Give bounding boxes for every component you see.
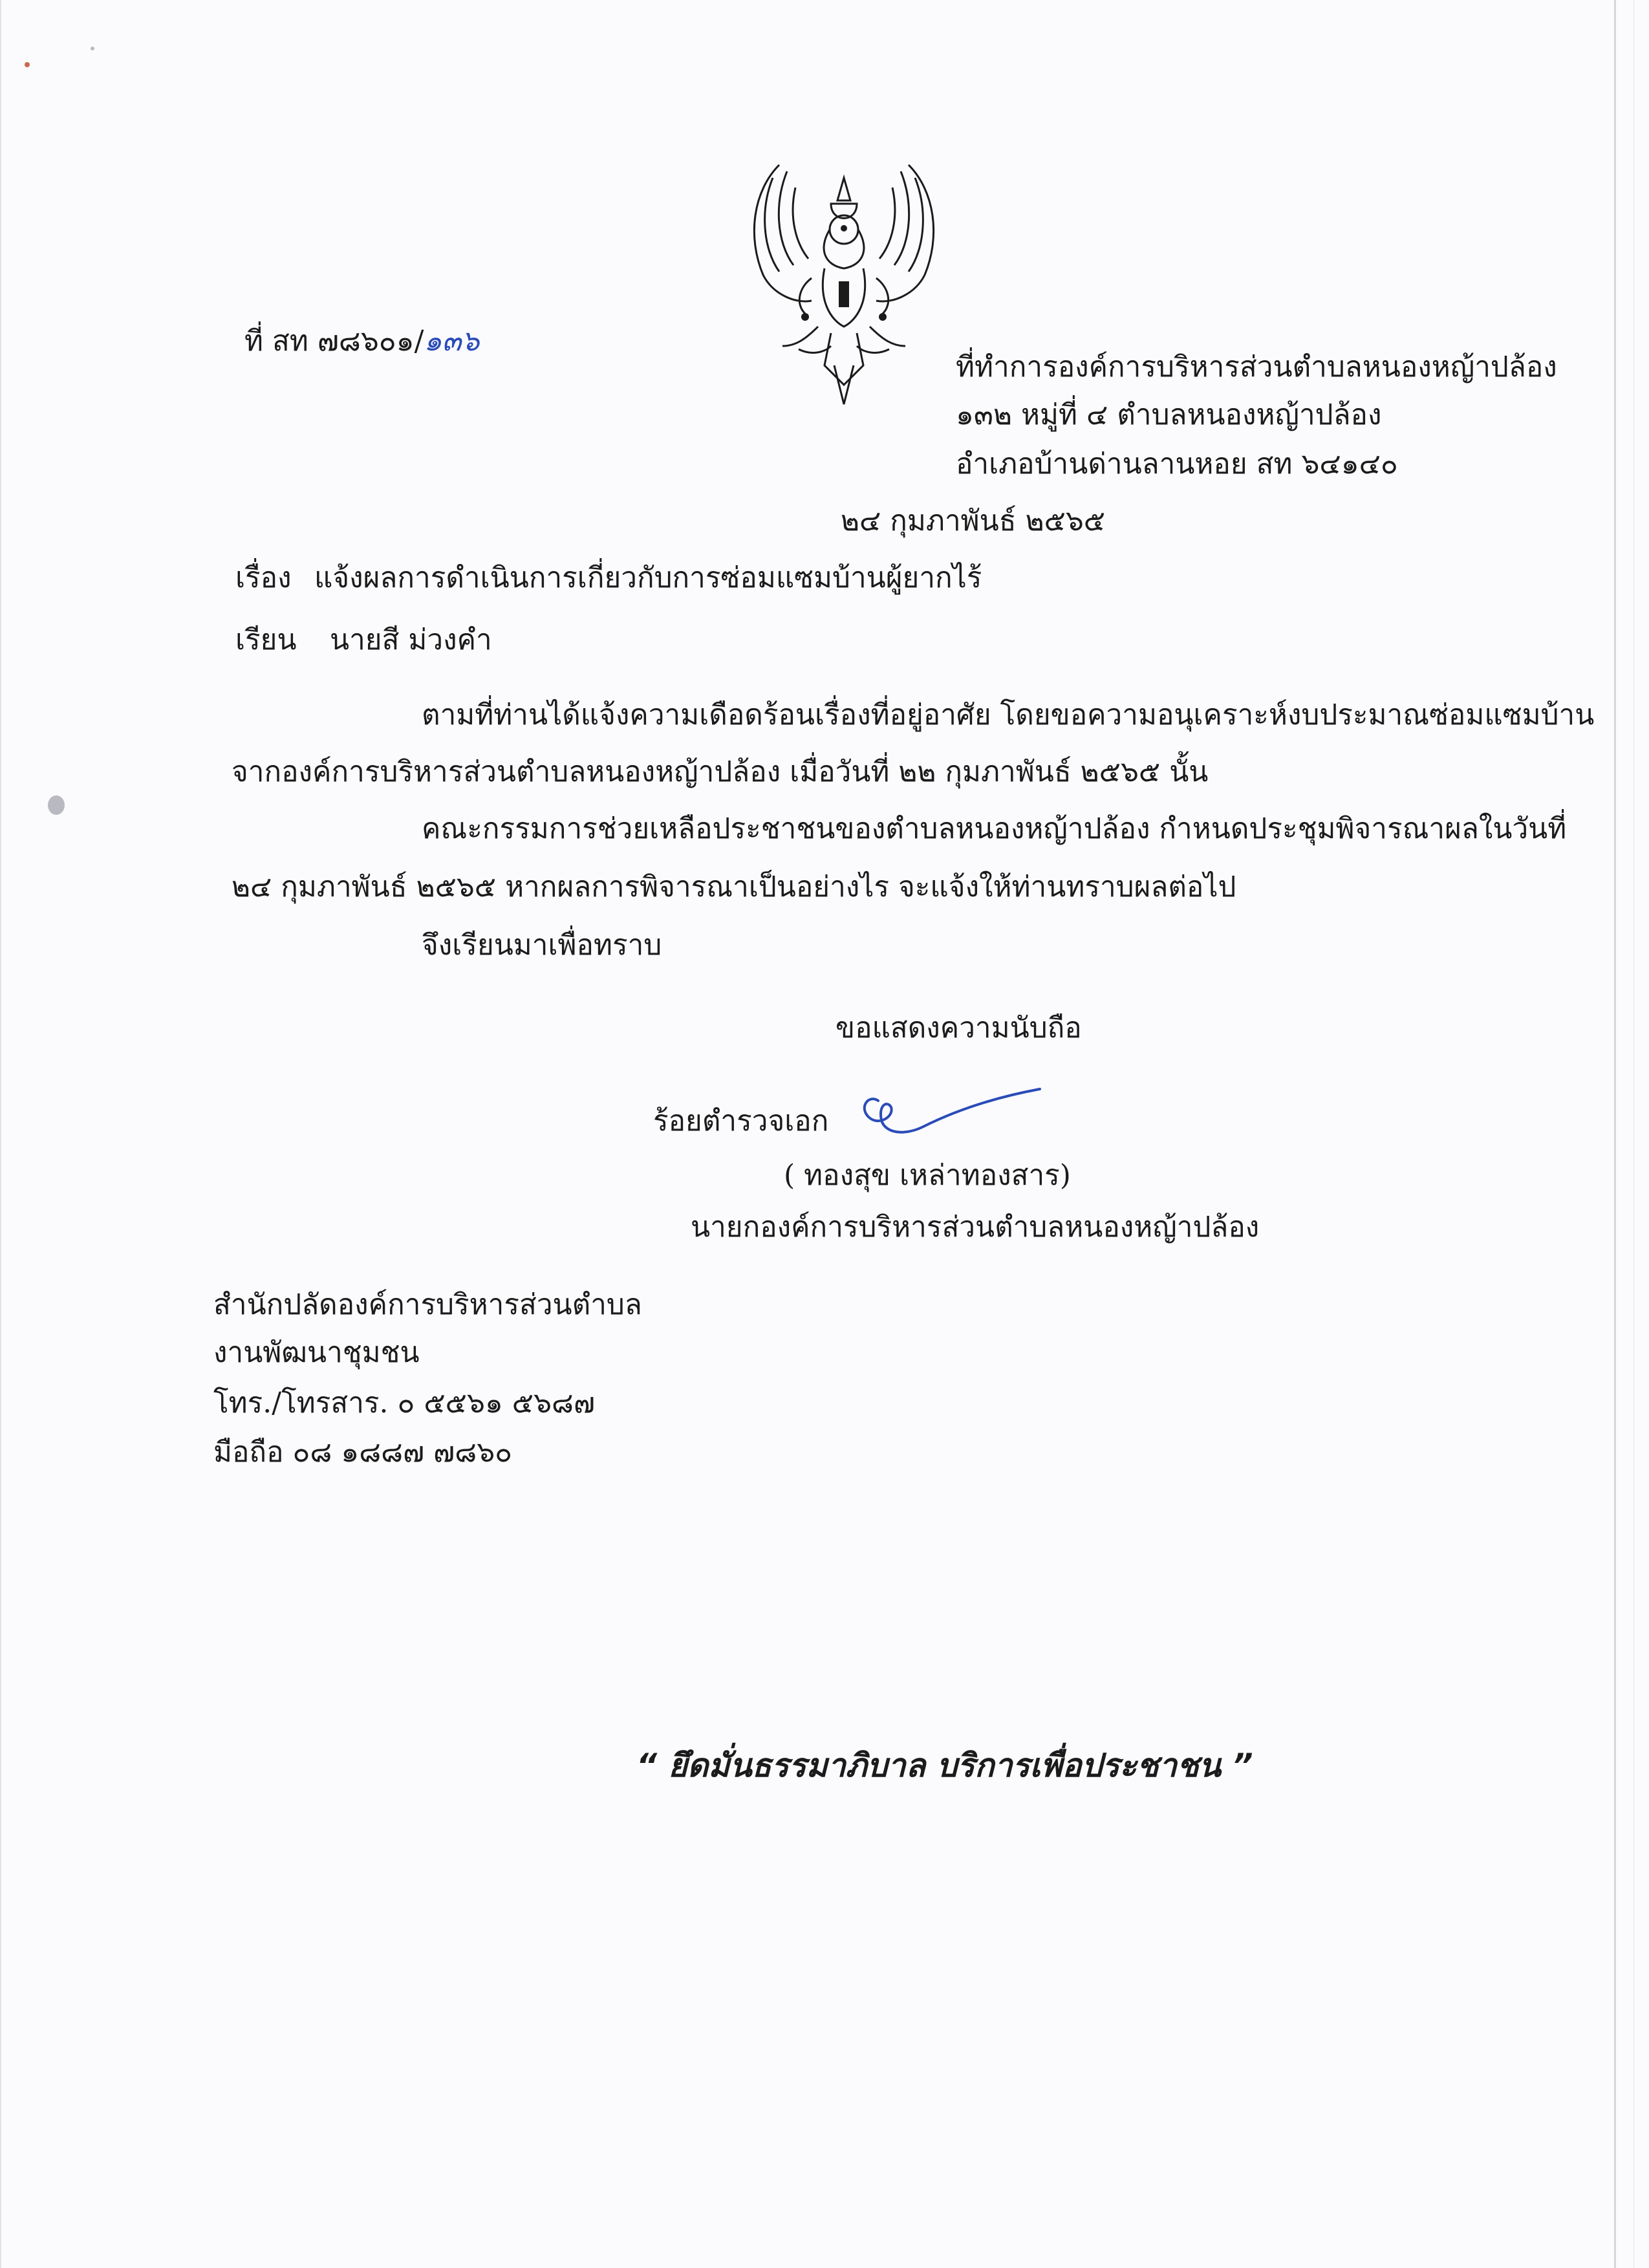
- scan-edge-right-inner: [1633, 0, 1634, 2268]
- body-paragraph-3: จึงเรียนมาเพื่อทราบ: [422, 929, 662, 962]
- body-paragraph-2-line-2: ๒๔ กุมภาพันธ์ ๒๕๖๕ หากผลการพิจารณาเป็นอย่างไร จะแจ้งให้ท่านทราบผลต่อไป: [232, 870, 1236, 903]
- scan-speck: [48, 795, 65, 815]
- scan-speck: [91, 47, 94, 50]
- garuda-emblem-icon: [734, 152, 954, 407]
- body-paragraph-2-line-1: คณะกรรมการช่วยเหลือประชาชนของตำบลหนองหญ้าปล้อง กำหนดประชุมพิจารณาผลในวันที่: [422, 812, 1567, 845]
- recipient-text: นายสี ม่วงคำ: [330, 623, 492, 656]
- contact-division: งานพัฒนาชุมชน: [213, 1336, 420, 1369]
- subject-label: เรื่อง: [235, 561, 292, 594]
- body-paragraph-1-line-2: จากองค์การบริหารส่วนตำบลหนองหญ้าปล้อง เมื่อวันที่ ๒๒ กุมภาพันธ์ ๒๕๖๕ นั้น: [232, 755, 1209, 788]
- address-line-1: ที่ทำการองค์การบริหารส่วนตำบลหนองหญ้าปล้อง: [956, 351, 1557, 383]
- signature-icon: [852, 1081, 1046, 1152]
- subject-text: แจ้งผลการดำเนินการเกี่ยวกับการซ่อมแซมบ้านผู้ยากไร้: [314, 561, 982, 594]
- reference-handwritten: ๑๓๖: [424, 325, 480, 358]
- closing-salutation: ขอแสดงความนับถือ: [835, 1011, 1082, 1044]
- address-line-3: อำเภอบ้านด่านลานหอย สท ๖๔๑๔๐: [956, 448, 1398, 481]
- scan-edge-right: [1614, 0, 1616, 2268]
- contact-mobile: มือถือ ๐๘ ๑๘๘๗ ๗๘๖๐: [213, 1436, 512, 1469]
- address-line-2: ๑๓๒ หมู่ที่ ๔ ตำบลหนองหญ้าปล้อง: [956, 398, 1382, 431]
- contact-phone: โทร./โทรสาร. ๐ ๕๕๖๑ ๕๖๘๗: [213, 1387, 596, 1420]
- signer-rank: ร้อยตำรวจเอก: [653, 1105, 829, 1138]
- scan-speck: [25, 62, 30, 67]
- body-paragraph-1-line-1: ตามที่ท่านได้แจ้งความเดือดร้อนเรื่องที่อยู่อาศัย โดยขอความอนุเคราะห์งบประมาณซ่อมแซมบ้าน: [422, 698, 1595, 731]
- footer-motto: “ ยึดมั่นธรรมาภิบาล บริการเพื่อประชาชน ”: [636, 1747, 1253, 1784]
- signer-position: นายกองค์การบริหารส่วนตำบลหนองหญ้าปล้อง: [691, 1211, 1260, 1244]
- contact-office: สำนักปลัดองค์การบริหารส่วนตำบล: [213, 1288, 642, 1321]
- reference-number: [244, 322, 479, 361]
- letter-date: ๒๔ กุมภาพันธ์ ๒๕๖๕: [841, 504, 1106, 537]
- reference-prefix: ที่ สท ๗๘๖๐๑/: [244, 325, 424, 358]
- signer-name: ( ทองสุข เหล่าทองสาร): [784, 1159, 1071, 1192]
- scan-edge-left: [0, 0, 1, 2268]
- recipient-label: เรียน: [235, 623, 297, 656]
